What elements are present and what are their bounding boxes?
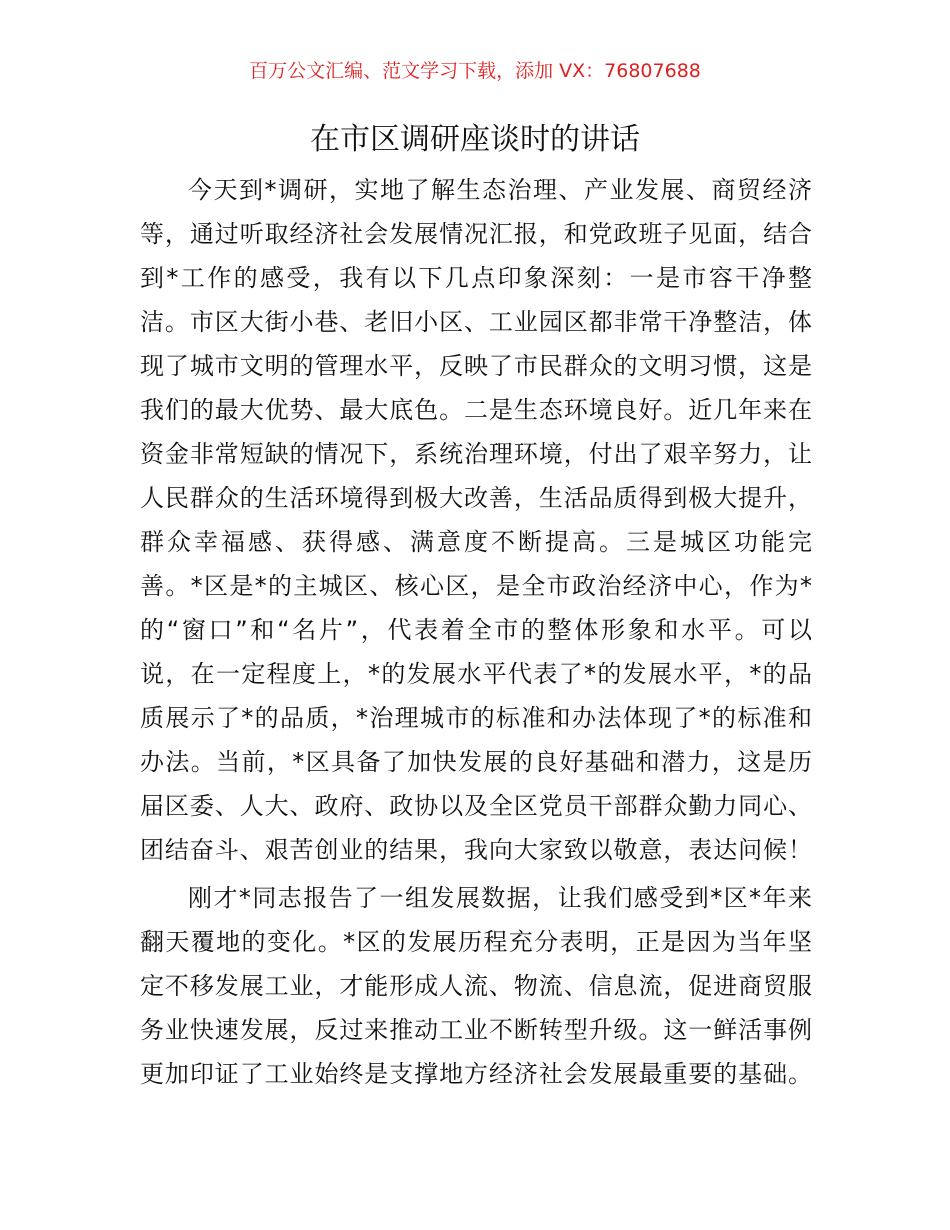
text-line: 我们的最大优势、最大底色。二是生态环境良好。近几年来在 [140, 396, 812, 424]
text-line: 的“窗口”和“名片”，代表着全市的整体形象和水平。可以 [140, 616, 812, 644]
text-line: 今天到*调研，实地了解生态治理、产业发展、商贸经济 [188, 176, 812, 204]
text-line: 刚才*同志报告了一组发展数据，让我们感受到*区*年来 [188, 884, 812, 912]
document-title: 在市区调研座谈时的讲话 [310, 122, 640, 157]
text-line: 团结奋斗、艰苦创业的结果，我向大家致以敬意，表达问候！ [140, 836, 812, 864]
text-line: 资金非常短缺的情况下，系统治理环境，付出了艰辛努力，让 [140, 440, 812, 468]
text-line: 翻天覆地的变化。*区的发展历程充分表明，正是因为当年坚 [140, 928, 812, 956]
text-line: 定不移发展工业，才能形成人流、物流、信息流，促进商贸服 [140, 972, 812, 1000]
paragraph-1 [140, 168, 812, 872]
paragraph-2 [140, 876, 812, 1096]
text-line: 现了城市文明的管理水平，反映了市民群众的文明习惯，这是 [140, 352, 812, 380]
text-line: 洁。市区大街小巷、老旧小区、工业园区都非常干净整洁，体 [140, 308, 812, 336]
text-line: 善。*区是*的主城区、核心区，是全市政治经济中心，作为* [140, 572, 812, 600]
text-line: 届区委、人大、政府、政协以及全区党员干部群众勤力同心、 [140, 792, 812, 820]
text-line: 人民群众的生活环境得到极大改善，生活品质得到极大提升， [140, 484, 812, 512]
text-line: 更加印证了工业始终是支撑地方经济社会发展最重要的基础。 [140, 1060, 812, 1088]
text-line: 务业快速发展，反过来推动工业不断转型升级。这一鲜活事例 [140, 1016, 812, 1044]
text-line: 办法。当前，*区具备了加快发展的良好基础和潜力，这是历 [140, 748, 812, 776]
text-line: 群众幸福感、获得感、满意度不断提高。三是城区功能完 [140, 528, 812, 556]
text-line: 说，在一定程度上，*的发展水平代表了*的发展水平，*的品 [140, 660, 812, 688]
text-line: 到*工作的感受，我有以下几点印象深刻：一是市容干净整 [140, 264, 812, 292]
text-line: 质展示了*的品质，*治理城市的标准和办法体现了*的标准和 [140, 704, 812, 732]
header-banner: 百万公文汇编、范文学习下载，添加 VX：76807688 [249, 60, 701, 82]
text-line: 等，通过听取经济社会发展情况汇报，和党政班子见面，结合 [140, 220, 812, 248]
